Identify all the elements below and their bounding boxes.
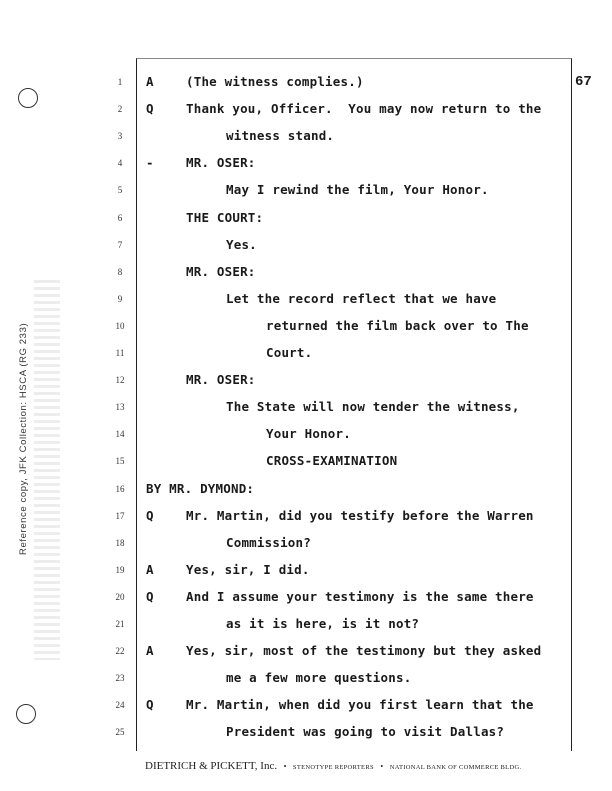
transcript-line: Court. bbox=[266, 345, 313, 360]
line-number: 12 bbox=[115, 375, 125, 386]
line-number: 8 bbox=[117, 266, 123, 277]
transcript-line: THE COURT: bbox=[186, 209, 264, 225]
line-number: 25 bbox=[115, 727, 125, 738]
line-number: 17 bbox=[115, 510, 125, 521]
transcript-line: as it is here, is it not? bbox=[226, 616, 420, 631]
line-number: 13 bbox=[115, 402, 125, 413]
transcript-line: Yes, sir, I did. bbox=[186, 561, 310, 577]
speaker-marker: A bbox=[146, 643, 154, 659]
footer-separator-2: • bbox=[380, 762, 384, 771]
transcript-line: Mr. Martin, when did you first learn that the bbox=[186, 697, 534, 713]
transcript-line: witness stand. bbox=[226, 128, 335, 144]
speaker-marker: Q bbox=[146, 588, 154, 604]
line-number: 3 bbox=[117, 131, 123, 142]
line-number: 5 bbox=[117, 185, 123, 196]
speaker-marker: A bbox=[146, 74, 154, 89]
transcript-line: And I assume your testimony is the same there bbox=[186, 588, 534, 604]
line-number: 4 bbox=[117, 158, 123, 169]
scan-smudge bbox=[34, 280, 60, 660]
line-number: 22 bbox=[115, 646, 125, 657]
line-number: 19 bbox=[115, 564, 125, 575]
transcript-line: CROSS-EXAMINATION bbox=[266, 453, 398, 469]
footer-service: STENOTYPE REPORTERS bbox=[292, 764, 374, 771]
footer-address: NATIONAL BANK OF COMMERCE BLDG. bbox=[389, 764, 522, 771]
line-number: 20 bbox=[115, 591, 125, 602]
transcript-line: Yes. bbox=[226, 236, 257, 252]
page-number: 67 bbox=[575, 74, 592, 90]
line-number: 2 bbox=[117, 104, 123, 115]
line-number: 21 bbox=[115, 619, 125, 629]
transcript-line: Mr. Martin, did you testify before the Warren bbox=[186, 507, 534, 523]
punch-hole-bottom bbox=[16, 704, 36, 724]
line-number: 10 bbox=[115, 320, 125, 331]
footer bbox=[145, 760, 521, 772]
transcript-line: Thank you, Officer. You may now return to the bbox=[186, 101, 542, 117]
line-number: 23 bbox=[115, 673, 125, 684]
transcript-line: (The witness complies.) bbox=[186, 74, 364, 89]
footer-firm: DIETRICH & PICKETT, Inc. bbox=[145, 760, 278, 772]
line-number: 24 bbox=[115, 700, 125, 711]
line-number: 15 bbox=[115, 456, 125, 467]
transcript-line: MR. OSER: bbox=[186, 372, 256, 388]
speaker-marker: - bbox=[146, 155, 154, 171]
speaker-marker: Q bbox=[146, 697, 154, 713]
transcript-line: Let the record reflect that we have bbox=[226, 290, 497, 306]
line-number: 16 bbox=[115, 483, 125, 494]
transcript-line: Your Honor. bbox=[266, 426, 351, 442]
punch-hole-top bbox=[18, 88, 38, 108]
transcript-line: MR. OSER: bbox=[186, 263, 256, 279]
line-number: 11 bbox=[115, 348, 125, 358]
footer-separator-1: • bbox=[283, 762, 287, 771]
transcript-line: returned the film back over to The bbox=[266, 317, 529, 333]
line-number: 1 bbox=[117, 77, 123, 87]
line-number: 18 bbox=[115, 537, 125, 548]
speaker-marker: Q bbox=[146, 101, 154, 117]
transcript-line: MR. OSER: bbox=[186, 155, 256, 171]
transcript-line: Commission? bbox=[226, 534, 311, 550]
archive-reference-stamp: Reference copy, JFK Collection: HSCA (RG 233) bbox=[18, 322, 29, 555]
line-number: 7 bbox=[117, 239, 123, 250]
speaker-marker: A bbox=[146, 561, 154, 577]
transcript-line: me a few more questions. bbox=[226, 670, 412, 686]
transcript-line: President was going to visit Dallas? bbox=[226, 724, 505, 740]
line-number: 6 bbox=[117, 212, 123, 223]
line-number: 9 bbox=[117, 293, 123, 304]
line-number: 14 bbox=[115, 429, 125, 440]
transcript-line: The State will now tender the witness, bbox=[226, 399, 520, 415]
speaker-marker: Q bbox=[146, 507, 154, 523]
transcript-line: BY MR. DYMOND: bbox=[146, 480, 255, 496]
transcript-line: May I rewind the film, Your Honor. bbox=[226, 182, 489, 198]
transcript-line: Yes, sir, most of the testimony but they asked bbox=[186, 643, 542, 659]
